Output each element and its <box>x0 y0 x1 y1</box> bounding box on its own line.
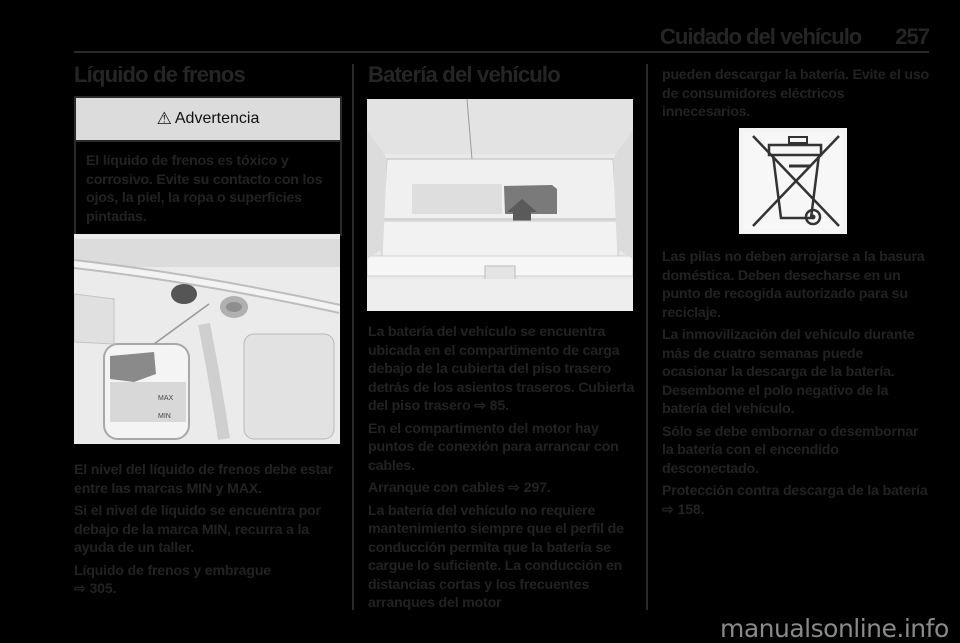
paragraph-discharge-intro: pueden descargar la batería. Evite el uso de consumidores eléctricos innecesarios. <box>662 67 929 120</box>
right-column-text <box>662 248 932 523</box>
crossref-text: Líquido de frenos y embrague <box>74 562 271 579</box>
max-mark: MAX <box>158 395 174 402</box>
crossref-text: Arranque con cables <box>368 480 505 496</box>
paragraph-ignition-off: Sólo se debe embornar o desembornar la batería con el encendido desconectado. <box>662 423 919 477</box>
watermark: manualsonline.info <box>720 614 949 643</box>
heading-brake-fluid: Líquido de frenos <box>74 62 245 87</box>
column-divider-left <box>352 64 354 610</box>
paragraph-below-min: Si el nivel de líquido se encuentra por debajo de la marca MIN, recurra a la ayuda de un taller. <box>74 503 321 556</box>
page-number: 257 <box>895 24 929 49</box>
crossed-out-wheelie-bin-icon <box>739 128 847 234</box>
crossref-page[interactable]: 297. <box>523 480 551 496</box>
section-title: Cuidado del vehículo <box>660 24 862 49</box>
crossref-text: Protección contra descarga de la batería <box>662 483 928 499</box>
warning-triangle-icon: ⚠ <box>156 109 172 128</box>
right-column <box>662 66 932 126</box>
paragraph-level: El nivel del líquido de frenos debe estar entre las marcas MIN y MAX. <box>74 462 334 497</box>
page-arrow-icon: ⇨ <box>474 398 486 414</box>
crossref-page[interactable]: 305. <box>89 581 117 597</box>
paragraph-immobilization: La inmovilización del vehículo durante más de cuatro semanas puede ocasionar la descarga de la batería. Desembome el polo negativo de la batería del vehículo. <box>662 327 915 417</box>
middle-column-text <box>368 323 638 617</box>
min-mark: MIN <box>158 413 171 420</box>
crossref-brake-clutch-fluid[interactable] <box>74 562 344 599</box>
warning-text: El líquido de frenos es tóxico y corrosivo. Evite su contacto con los ojos, la piel, la ropa o superficies pintadas. <box>86 153 323 225</box>
crossref-page[interactable]: 85. <box>489 398 509 414</box>
heading-vehicle-battery: Batería del vehículo <box>368 62 560 87</box>
figure-brake-fluid-reservoir <box>74 234 340 444</box>
crossref-discharge-protection[interactable] <box>662 482 932 519</box>
middle-column <box>368 60 638 96</box>
page-arrow-icon: ⇨ <box>508 480 520 496</box>
paragraph-jump-points: En el compartimento del motor hay puntos de conexión para arrancar con cables. <box>368 420 619 474</box>
crossref-jump-starting[interactable] <box>368 479 638 498</box>
warning-header <box>76 98 340 142</box>
header-rule <box>74 51 929 53</box>
paragraph-disposal: Las pilas no deben arrojarse a la basura doméstica. Deben desecharse en un punto de recogida autorizado para su reciclaje. <box>662 249 925 321</box>
page-arrow-icon: ⇨ <box>74 581 86 597</box>
warning-title: Advertencia <box>174 110 260 127</box>
engine-illustration <box>74 234 340 444</box>
figure-battery-location <box>367 99 633 311</box>
column-divider-right <box>646 64 648 610</box>
paragraph-maintenance: La batería del vehículo no requiere mantenimiento siempre que el perfil de conducción permita que la batería se cargue lo suficiente. La conducción en distancias cortas y los frecuentes arranques del motor <box>368 502 624 611</box>
warning-body <box>76 142 340 234</box>
crossref-page[interactable]: 158. <box>677 501 705 518</box>
page-header <box>74 20 929 50</box>
paragraph-text: La batería del vehículo se encuentra ubicada en el compartimento de carga debajo de la cubierta del piso trasero detrás de los asientos traseros. Cubierta del piso trasero <box>368 324 635 414</box>
left-column-text <box>74 461 344 603</box>
paragraph-battery-location <box>368 323 638 416</box>
page-arrow-icon: ⇨ <box>662 501 674 518</box>
warning-box <box>74 96 342 236</box>
trunk-illustration <box>367 99 633 311</box>
left-column <box>74 60 344 236</box>
